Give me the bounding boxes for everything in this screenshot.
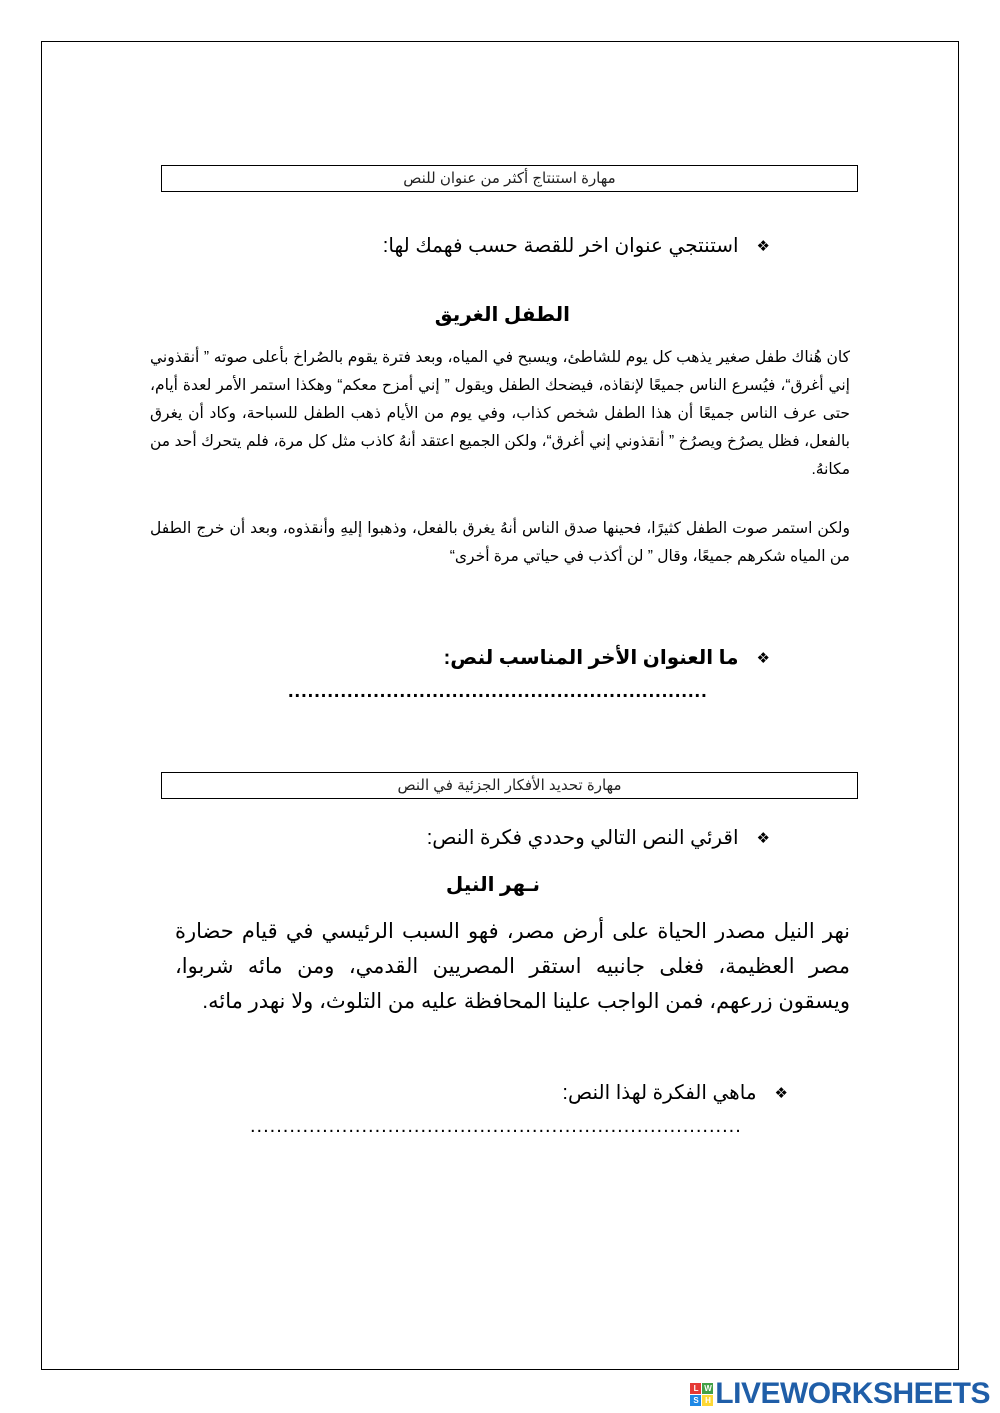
liveworksheets-logo-icon [690,1383,713,1406]
story-paragraph-1: كان هُناك طفل صغير يذهب كل يوم للشاطئ، ويسبح في المياه، وبعد فترة يقوم بالصُراخ بأعلى صوته ” أنقذوني إني أغرق“، فيُسرع الناس جميعًا لإنقاذه، فيضحك الطفل ويقول ” إني أمزح معكم“ وهكذا استمر الأمر لعدة أيام، حتى عرف الناس جميعًا أن هذا الطفل شخص كذاب، وفي يوم من الأيام ذهب الطفل للسباحة، وكاد أن يغرق بالفعل، فظل يصرُخ ويصرُخ ” أنقذوني إني أغرق“، ولكن الجميع اعتقد أنهُ كاذب مثل كل مرة، فلم يتحرك أحد من مكانهُ. [150,349,850,478]
bullet-icon: ❖ [774,1084,788,1102]
section1-instruction [383,233,770,258]
section1-answer-line[interactable]: ................................................................ [288,680,708,702]
brand-name: LIVEWORKSHEETS [715,1377,990,1410]
liveworksheets-brand [690,1378,990,1410]
bullet-icon: ❖ [756,829,770,847]
section2-question [562,1080,788,1105]
section2-instruction-text: اقرئي النص التالي وحددي فكرة النص: [426,827,739,849]
logo-cell: W [704,1383,712,1393]
logo-cell: S [690,1395,701,1406]
section2-answer-line[interactable]: ........................................................................... [250,1115,742,1137]
section1-instruction-text: استنتجي عنوان اخر للقصة حسب فهمك لها: [382,235,739,257]
section2-question-text: ماهي الفكرة لهذا النص: [562,1082,757,1104]
logo-cell: H [702,1395,713,1406]
bullet-icon: ❖ [756,649,770,667]
logo-cell: L [690,1383,701,1394]
section1-question-text: ما العنوان الأخر المناسب لنص: [443,647,739,669]
section2-title-box: مهارة تحديد الأفكار الجزئية في النص [161,772,858,799]
section2-instruction [427,825,770,850]
section1-title-box: مهارة استنتاج أكثر من عنوان للنص [161,165,858,192]
bullet-icon: ❖ [756,237,770,255]
story-paragraph-2: ولكن استمر صوت الطفل كثيرًا، فحينها صدق الناس أنهُ يغرق بالفعل، وذهبوا إليهِ وأنقذوه، وبعد أن خرج الطفل من المياه شكرهم جميعًا، وقال ” لن أكذب في حياتي مرة أخرى“ [150,520,850,565]
story-title: الطفل الغريق [434,304,570,326]
section1-question [444,645,770,670]
nile-paragraph: نهر النيل مصدر الحياة على أرض مصر، فهو السبب الرئيسي في قيام حضارة مصر العظيمة، فغلى جانبيه استقر المصريين القدمي، ومن مائه شربوا، ويسقون زرعهم، فمن الواجب علينا المحافظة عليه من التلوث، ولا نهدر مائه. [175,920,850,1013]
text-title: نـهر النيل [445,874,540,896]
